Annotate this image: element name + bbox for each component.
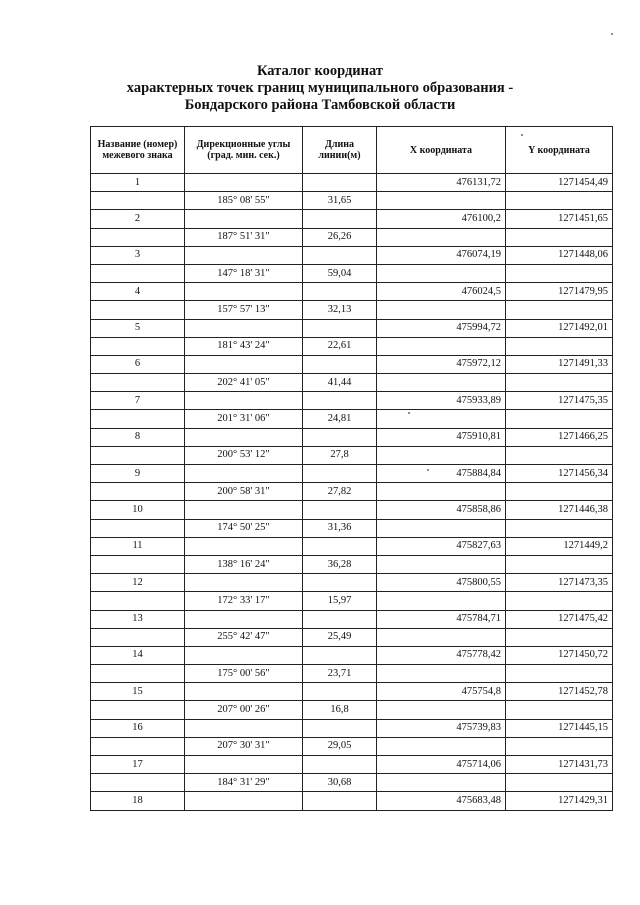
table-row-segment: [91, 228, 613, 246]
segment-angle: 202° 41' 05": [185, 374, 303, 392]
segment-length: 16,8: [303, 701, 377, 719]
empty-cell: [506, 192, 613, 210]
empty-cell: [185, 719, 303, 737]
table-row-point: [91, 283, 613, 301]
point-x: 475972,12: [377, 355, 506, 373]
table-row-point: [91, 465, 613, 483]
point-y: 1271475,42: [506, 610, 613, 628]
point-x: 476131,72: [377, 174, 506, 192]
point-name: 8: [91, 428, 185, 446]
empty-cell: [506, 592, 613, 610]
empty-cell: [185, 174, 303, 192]
point-name: 12: [91, 574, 185, 592]
segment-length: 22,61: [303, 337, 377, 355]
point-x: 475910,81: [377, 428, 506, 446]
table-row-point: [91, 574, 613, 592]
table-row-point: [91, 646, 613, 664]
empty-cell: [377, 592, 506, 610]
point-x: 475994,72: [377, 319, 506, 337]
segment-angle: 174° 50' 25": [185, 519, 303, 537]
point-y: 1271452,78: [506, 683, 613, 701]
empty-cell: [303, 174, 377, 192]
segment-angle: 181° 43' 24": [185, 337, 303, 355]
empty-cell: [506, 737, 613, 755]
point-y: 1271475,35: [506, 392, 613, 410]
header-length: Длина линии(м): [303, 127, 377, 174]
point-x: 475884,84: [377, 465, 506, 483]
empty-cell: [303, 319, 377, 337]
table-row-point: [91, 756, 613, 774]
table-row-point: [91, 610, 613, 628]
empty-cell: [185, 319, 303, 337]
segment-length: 15,97: [303, 592, 377, 610]
empty-cell: [303, 756, 377, 774]
point-x: 476100,2: [377, 210, 506, 228]
segment-length: 30,68: [303, 774, 377, 792]
empty-cell: [303, 610, 377, 628]
point-x: 475714,06: [377, 756, 506, 774]
point-name: 9: [91, 465, 185, 483]
segment-angle: 147° 18' 31": [185, 264, 303, 282]
point-name: 3: [91, 246, 185, 264]
table-row-point: [91, 683, 613, 701]
empty-cell: [506, 483, 613, 501]
empty-cell: [303, 574, 377, 592]
empty-cell: [91, 192, 185, 210]
table-row-segment: [91, 701, 613, 719]
empty-cell: [377, 555, 506, 573]
empty-cell: [91, 374, 185, 392]
header-name: Название (номер) межевого знака: [91, 127, 185, 174]
segment-length: 25,49: [303, 628, 377, 646]
segment-length: 41,44: [303, 374, 377, 392]
empty-cell: [91, 519, 185, 537]
document-title: [0, 63, 640, 114]
empty-cell: [303, 537, 377, 555]
empty-cell: [506, 555, 613, 573]
point-x: 475933,89: [377, 392, 506, 410]
empty-cell: [303, 501, 377, 519]
point-y: 1271492,01: [506, 319, 613, 337]
table-row-point: [91, 319, 613, 337]
point-name: 6: [91, 355, 185, 373]
table-row-point: [91, 428, 613, 446]
point-name: 5: [91, 319, 185, 337]
empty-cell: [185, 392, 303, 410]
point-x: 475800,55: [377, 574, 506, 592]
empty-cell: [506, 701, 613, 719]
empty-cell: [377, 337, 506, 355]
point-x: 475784,71: [377, 610, 506, 628]
empty-cell: [185, 756, 303, 774]
point-name: 2: [91, 210, 185, 228]
point-x: 475754,8: [377, 683, 506, 701]
segment-angle: 255° 42' 47": [185, 628, 303, 646]
point-y: 1271445,15: [506, 719, 613, 737]
empty-cell: [303, 792, 377, 810]
point-name: 17: [91, 756, 185, 774]
point-name: 1: [91, 174, 185, 192]
segment-angle: 172° 33' 17": [185, 592, 303, 610]
empty-cell: [185, 428, 303, 446]
empty-cell: [303, 283, 377, 301]
point-x: 475858,86: [377, 501, 506, 519]
empty-cell: [303, 719, 377, 737]
empty-cell: [91, 701, 185, 719]
table-row-point: [91, 537, 613, 555]
segment-length: 27,8: [303, 446, 377, 464]
table-row-segment: [91, 264, 613, 282]
empty-cell: [185, 501, 303, 519]
table-row-point: [91, 246, 613, 264]
point-y: 1271466,25: [506, 428, 613, 446]
segment-length: 31,36: [303, 519, 377, 537]
point-y: 1271448,06: [506, 246, 613, 264]
empty-cell: [377, 264, 506, 282]
point-y: 1271451,65: [506, 210, 613, 228]
point-x: 476074,19: [377, 246, 506, 264]
empty-cell: [506, 264, 613, 282]
table-body: [91, 174, 613, 811]
empty-cell: [506, 774, 613, 792]
point-x: 475739,83: [377, 719, 506, 737]
segment-length: 59,04: [303, 264, 377, 282]
point-x: 476024,5: [377, 283, 506, 301]
empty-cell: [377, 228, 506, 246]
empty-cell: [91, 264, 185, 282]
point-name: 10: [91, 501, 185, 519]
segment-angle: 200° 58' 31": [185, 483, 303, 501]
table-row-segment: [91, 592, 613, 610]
empty-cell: [91, 592, 185, 610]
empty-cell: [91, 665, 185, 683]
empty-cell: [185, 283, 303, 301]
empty-cell: [91, 555, 185, 573]
empty-cell: [377, 701, 506, 719]
empty-cell: [185, 355, 303, 373]
empty-cell: [506, 665, 613, 683]
segment-angle: 175° 00' 56": [185, 665, 303, 683]
empty-cell: [185, 574, 303, 592]
header-row: [91, 127, 613, 174]
title-line-2: характерных точек границ муниципального образования -: [126, 80, 514, 96]
empty-cell: [377, 374, 506, 392]
segment-angle: 184° 31' 29": [185, 774, 303, 792]
segment-angle: 201° 31' 06": [185, 410, 303, 428]
table-row-segment: [91, 337, 613, 355]
segment-length: 32,13: [303, 301, 377, 319]
empty-cell: [377, 665, 506, 683]
empty-cell: [303, 646, 377, 664]
header-y: Y координата: [506, 127, 613, 174]
point-name: 11: [91, 537, 185, 555]
table-row-segment: [91, 774, 613, 792]
title-line-3: Бондарского района Тамбовской области: [184, 97, 456, 113]
empty-cell: [91, 628, 185, 646]
table-row-point: [91, 719, 613, 737]
empty-cell: [91, 737, 185, 755]
empty-cell: [303, 428, 377, 446]
scan-speck: [611, 33, 613, 35]
point-y: 1271446,38: [506, 501, 613, 519]
empty-cell: [506, 410, 613, 428]
segment-length: 27,82: [303, 483, 377, 501]
empty-cell: [303, 210, 377, 228]
empty-cell: [185, 646, 303, 664]
empty-cell: [91, 774, 185, 792]
table-row-segment: [91, 628, 613, 646]
empty-cell: [303, 683, 377, 701]
empty-cell: [185, 465, 303, 483]
empty-cell: [185, 537, 303, 555]
segment-angle: 138° 16' 24": [185, 555, 303, 573]
empty-cell: [377, 519, 506, 537]
empty-cell: [303, 355, 377, 373]
coordinates-table: [90, 126, 613, 811]
table-row-segment: [91, 555, 613, 573]
empty-cell: [377, 301, 506, 319]
segment-length: 24,81: [303, 410, 377, 428]
point-x: 475778,42: [377, 646, 506, 664]
empty-cell: [377, 483, 506, 501]
point-y: 1271450,72: [506, 646, 613, 664]
point-y: 1271473,35: [506, 574, 613, 592]
empty-cell: [91, 228, 185, 246]
empty-cell: [185, 210, 303, 228]
segment-length: 36,28: [303, 555, 377, 573]
header-angle: Дирекционные углы (град. мин. сек.): [185, 127, 303, 174]
segment-angle: 157° 57' 13": [185, 301, 303, 319]
segment-length: 29,05: [303, 737, 377, 755]
table-row-point: [91, 501, 613, 519]
empty-cell: [377, 192, 506, 210]
segment-angle: 207° 30' 31": [185, 737, 303, 755]
table-row-segment: [91, 519, 613, 537]
empty-cell: [506, 519, 613, 537]
point-y: 1271454,49: [506, 174, 613, 192]
scan-speck: [408, 412, 410, 414]
point-name: 13: [91, 610, 185, 628]
point-name: 14: [91, 646, 185, 664]
empty-cell: [185, 246, 303, 264]
point-y: 1271479,95: [506, 283, 613, 301]
table-row-segment: [91, 410, 613, 428]
table-row-segment: [91, 665, 613, 683]
empty-cell: [185, 792, 303, 810]
table-row-point: [91, 210, 613, 228]
segment-length: 23,71: [303, 665, 377, 683]
point-name: 15: [91, 683, 185, 701]
empty-cell: [377, 774, 506, 792]
title-line-1: Каталог координат: [256, 63, 384, 79]
empty-cell: [506, 628, 613, 646]
empty-cell: [91, 410, 185, 428]
point-y: 1271431,73: [506, 756, 613, 774]
empty-cell: [303, 246, 377, 264]
point-name: 7: [91, 392, 185, 410]
empty-cell: [506, 446, 613, 464]
empty-cell: [506, 337, 613, 355]
empty-cell: [91, 301, 185, 319]
empty-cell: [185, 610, 303, 628]
empty-cell: [303, 392, 377, 410]
table-row-segment: [91, 301, 613, 319]
point-x: 475827,63: [377, 537, 506, 555]
segment-angle: 185° 08' 55": [185, 192, 303, 210]
table-row-point: [91, 792, 613, 810]
table-row-segment: [91, 192, 613, 210]
table-row-segment: [91, 737, 613, 755]
empty-cell: [377, 446, 506, 464]
point-name: 18: [91, 792, 185, 810]
segment-angle: 200° 53' 12": [185, 446, 303, 464]
empty-cell: [377, 410, 506, 428]
segment-length: 26,26: [303, 228, 377, 246]
empty-cell: [506, 228, 613, 246]
empty-cell: [303, 465, 377, 483]
empty-cell: [91, 483, 185, 501]
empty-cell: [377, 628, 506, 646]
segment-angle: 207° 00' 26": [185, 701, 303, 719]
empty-cell: [91, 446, 185, 464]
empty-cell: [506, 374, 613, 392]
table-row-segment: [91, 483, 613, 501]
table-row-segment: [91, 374, 613, 392]
point-y: 1271429,31: [506, 792, 613, 810]
scan-speck: [521, 134, 523, 136]
header-x: X координата: [377, 127, 506, 174]
segment-length: 31,65: [303, 192, 377, 210]
point-y: 1271491,33: [506, 355, 613, 373]
empty-cell: [91, 337, 185, 355]
table-row-point: [91, 392, 613, 410]
empty-cell: [377, 737, 506, 755]
table-row-point: [91, 355, 613, 373]
point-y: 1271456,34: [506, 465, 613, 483]
empty-cell: [506, 301, 613, 319]
scan-speck: [427, 469, 429, 471]
table-row-segment: [91, 446, 613, 464]
point-x: 475683,48: [377, 792, 506, 810]
point-y: 1271449,2: [506, 537, 613, 555]
segment-angle: 187° 51' 31": [185, 228, 303, 246]
point-name: 4: [91, 283, 185, 301]
empty-cell: [185, 683, 303, 701]
table-row-point: [91, 174, 613, 192]
point-name: 16: [91, 719, 185, 737]
